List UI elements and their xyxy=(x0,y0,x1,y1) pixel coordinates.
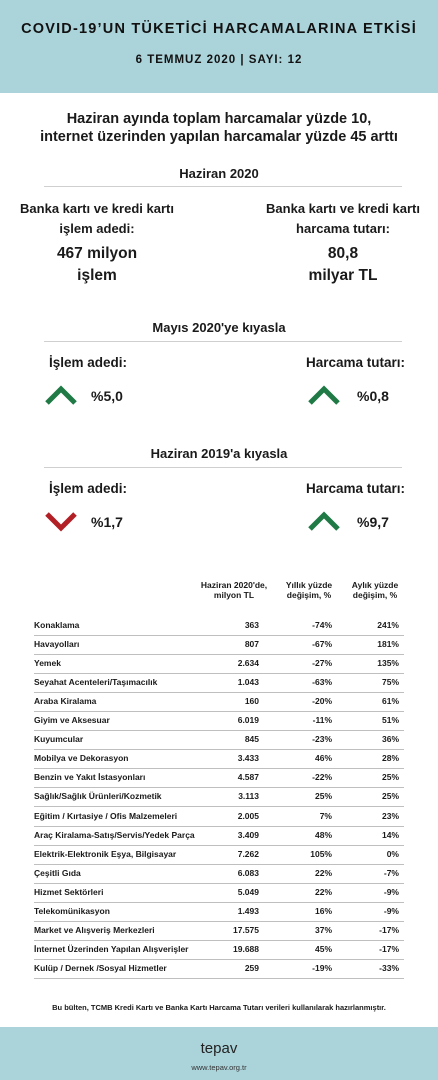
monthly-change: 0% xyxy=(386,848,399,859)
table-header-value: Haziran 2020'de, milyon TL xyxy=(200,580,268,600)
chevron-up-icon xyxy=(307,384,341,406)
sector-name: Çeşitli Gıda xyxy=(34,867,81,878)
sector-value: 19.688 xyxy=(233,943,259,954)
table-row xyxy=(34,807,404,827)
yearly-change: -23% xyxy=(312,734,332,745)
monthly-change: -9% xyxy=(383,905,399,916)
sector-value: 1.043 xyxy=(237,677,259,688)
transactions-label: Banka kartı ve kredi kartı işlem adedi: xyxy=(20,201,174,236)
table-row xyxy=(34,673,404,693)
may-transactions-label: İşlem adedi: xyxy=(49,355,128,370)
monthly-change: -7% xyxy=(383,867,399,878)
yearly-change: 46% xyxy=(314,753,332,764)
may-transactions-change: %5,0 xyxy=(91,388,123,404)
headline xyxy=(0,110,438,146)
sector-name: Eğitim / Kırtasiye / Ofis Malzemeleri xyxy=(34,810,178,821)
issue-date: 6 TEMMUZ 2020 | SAYI: 12 xyxy=(135,54,303,66)
section-title-vs-may: Mayıs 2020'ye kıyasla xyxy=(152,320,286,335)
sector-name: Hizmet Sektörleri xyxy=(34,886,104,897)
monthly-change: -17% xyxy=(379,924,399,935)
yearly-change: -74% xyxy=(312,620,332,630)
monthly-change: 135% xyxy=(377,658,399,669)
monthly-change: 25% xyxy=(381,791,399,802)
may-spending-change: %0,8 xyxy=(357,388,389,404)
yearly-change: -67% xyxy=(312,639,332,650)
yearly-change: 105% xyxy=(310,848,332,859)
sector-name: Telekomünikasyon xyxy=(34,905,110,916)
monthly-change: 36% xyxy=(381,734,399,745)
section-title-june-2020: Haziran 2020 xyxy=(179,166,259,181)
yearly-change: 22% xyxy=(314,886,332,897)
sector-name: Sağlık/Sağlık Ürünleri/Kozmetik xyxy=(34,791,162,802)
monthly-change: 51% xyxy=(381,715,399,726)
yearly-change: 7% xyxy=(319,810,332,821)
sector-name: Mobilya ve Dekorasyon xyxy=(34,753,129,764)
yearly-change: 48% xyxy=(314,829,332,840)
headline-line-1: Haziran ayında toplam harcamalar yüzde 10, xyxy=(66,111,372,127)
y2019-transactions-label: İşlem adedi: xyxy=(49,481,128,496)
yearly-change: -63% xyxy=(312,677,332,688)
sector-value: 2.634 xyxy=(237,658,259,669)
sector-value: 3.433 xyxy=(237,753,259,764)
sector-name: Benzin ve Yakıt İstasyonları xyxy=(34,772,146,783)
y2019-spending-change: %9,7 xyxy=(357,514,389,530)
sector-value: 5.049 xyxy=(237,886,259,897)
table-row xyxy=(34,959,404,979)
chevron-up-icon xyxy=(307,510,341,532)
monthly-change: 25% xyxy=(381,772,399,783)
sector-value: 259 xyxy=(244,962,259,973)
yearly-change: 45% xyxy=(314,943,332,954)
yearly-change: -19% xyxy=(312,962,332,973)
chevron-down-icon xyxy=(44,510,78,532)
may-spending-label: Harcama tutarı: xyxy=(306,355,406,370)
sector-name: Havayolları xyxy=(34,639,80,650)
sector-value: 1.493 xyxy=(237,905,259,916)
table-row xyxy=(34,768,404,788)
sector-value: 4.587 xyxy=(237,772,259,783)
section-title-vs-june-2019: Haziran 2019'a kıyasla xyxy=(150,446,288,461)
transactions-value: 467 milyon işlem xyxy=(56,245,138,284)
table-row xyxy=(34,826,404,846)
yearly-change: 25% xyxy=(314,791,332,802)
y2019-transactions-change: %1,7 xyxy=(91,514,123,530)
sector-name: Seyahat Acenteleri/Taşımacılık xyxy=(34,677,158,688)
sector-name: Kulüp / Dernek /Sosyal Hizmetler xyxy=(34,962,167,973)
sector-name: Konaklama xyxy=(34,620,80,630)
sector-value: 845 xyxy=(244,734,259,745)
sector-name: Kuyumcular xyxy=(34,734,84,745)
monthly-change: -33% xyxy=(379,962,399,973)
sector-name: İnternet Üzerinden Yapılan Alışverişler xyxy=(34,943,189,954)
sector-value: 17.575 xyxy=(233,924,259,935)
sector-name: Araba Kiralama xyxy=(34,696,97,707)
spending-value: 80,8 milyar TL xyxy=(308,245,378,284)
table-row xyxy=(34,940,404,960)
sector-value: 6.019 xyxy=(237,715,259,726)
monthly-change: 14% xyxy=(381,829,399,840)
bulletin-title: COVID-19’UN TÜKETİCİ HARCAMALARINA ETKİSİ xyxy=(21,21,417,37)
table-header-yearly: Yıllık yüzde değişim, % xyxy=(285,580,333,600)
table-row xyxy=(34,692,404,712)
table-row xyxy=(34,921,404,941)
yearly-change: -20% xyxy=(312,696,332,707)
sector-name: Araç Kiralama-Satış/Servis/Yedek Parça xyxy=(34,829,195,840)
spending-label: Banka kartı ve kredi kartı harcama tutarı: xyxy=(266,201,420,236)
headline-line-2: internet üzerinden yapılan harcamalar yüzde 45 arttı xyxy=(40,129,398,145)
yearly-change: -27% xyxy=(312,658,332,669)
sector-name: Market ve Alışveriş Merkezleri xyxy=(34,924,155,935)
monthly-change: 61% xyxy=(381,696,399,707)
monthly-change: -9% xyxy=(383,886,399,897)
monthly-change: 28% xyxy=(381,753,399,764)
divider xyxy=(44,186,402,187)
table-row xyxy=(34,654,404,674)
monthly-change: 75% xyxy=(381,677,399,688)
yearly-change: 16% xyxy=(314,905,332,916)
table-row xyxy=(34,749,404,769)
monthly-change: 181% xyxy=(377,639,399,650)
sector-value: 807 xyxy=(244,639,259,650)
yearly-change: -11% xyxy=(312,715,332,726)
monthly-change: 23% xyxy=(381,810,399,821)
table-row xyxy=(34,864,404,884)
table-header-monthly: Aylık yüzde değişim, % xyxy=(351,580,399,600)
header-banner xyxy=(0,0,438,93)
chevron-up-icon xyxy=(44,384,78,406)
monthly-change: 241% xyxy=(377,620,399,630)
source-note: Bu bülten, TCMB Kredi Kartı ve Banka Kartı Harcama Tutarı verileri kullanılarak hazırlanmıştır. xyxy=(52,1003,386,1012)
table-row xyxy=(34,883,404,903)
yearly-change: 22% xyxy=(314,867,332,878)
table-row xyxy=(34,845,404,865)
table-row xyxy=(34,711,404,731)
sector-value: 3.409 xyxy=(237,829,259,840)
table-row xyxy=(34,730,404,750)
sector-value: 363 xyxy=(244,620,259,630)
tepav-logo: tepav xyxy=(200,1040,238,1057)
table-row xyxy=(34,787,404,807)
sector-value: 160 xyxy=(244,696,259,707)
sector-name: Giyim ve Aksesuar xyxy=(34,715,110,726)
sector-name: Elektrik-Elektronik Eşya, Bilgisayar xyxy=(34,848,177,859)
divider xyxy=(44,341,402,342)
sector-value: 2.005 xyxy=(237,810,259,821)
sector-value: 3.113 xyxy=(238,791,259,802)
monthly-change: -17% xyxy=(379,943,399,954)
sector-value: 6.083 xyxy=(237,867,259,878)
yearly-change: 37% xyxy=(314,924,332,935)
table-row xyxy=(34,616,404,636)
table-row xyxy=(34,902,404,922)
y2019-spending-label: Harcama tutarı: xyxy=(306,481,406,496)
footer-banner xyxy=(0,1027,438,1080)
divider xyxy=(44,467,402,468)
footer-url: www.tepav.org.tr xyxy=(191,1063,247,1072)
table-row xyxy=(34,635,404,655)
sector-name: Yemek xyxy=(34,658,61,669)
yearly-change: -22% xyxy=(312,772,332,783)
sector-value: 7.262 xyxy=(237,848,259,859)
